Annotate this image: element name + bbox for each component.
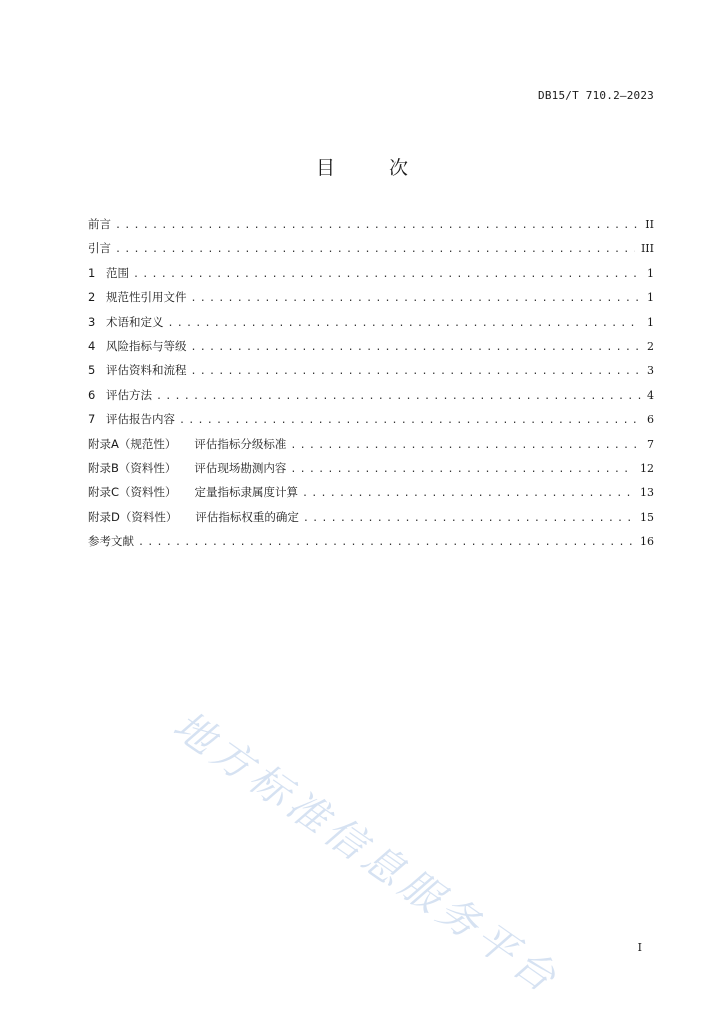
- toc-entry[interactable]: [88, 509, 654, 533]
- toc-label: 参考文献: [88, 534, 134, 549]
- leader-dots: [290, 440, 641, 454]
- toc-label: 范围: [106, 265, 129, 280]
- toc-appendix-prefix: 附录C（资料性）: [88, 485, 177, 500]
- leader-dots: [191, 366, 642, 380]
- toc-entry[interactable]: [88, 240, 654, 264]
- leader-dots: [303, 513, 634, 527]
- toc-page-number: 15: [640, 510, 654, 524]
- toc-page-number: 4: [647, 388, 654, 402]
- title-char-2: 次: [389, 157, 409, 179]
- toc-entry[interactable]: [88, 533, 654, 557]
- toc-entry[interactable]: [88, 460, 654, 484]
- toc-page-number: II: [645, 218, 654, 231]
- toc-label: 规范性引用文件: [106, 290, 187, 305]
- toc-label: 评估资料和流程: [106, 363, 187, 378]
- toc-entry[interactable]: [88, 362, 654, 386]
- toc-label: 评估现场勘测内容: [194, 460, 287, 475]
- toc-page-number: 12: [640, 461, 654, 475]
- toc-section-number: 6: [88, 387, 96, 402]
- leader-dots: [191, 342, 642, 356]
- toc-page-number: 13: [640, 486, 654, 500]
- toc-page-number: 16: [640, 535, 654, 549]
- toc-entry[interactable]: [88, 436, 654, 460]
- toc-section-number: 4: [88, 338, 96, 353]
- toc-page-number: 3: [647, 364, 654, 378]
- toc-label: 风险指标与等级: [106, 338, 187, 353]
- leader-dots: [191, 293, 642, 307]
- toc-label: 定量指标隶属度计算: [194, 485, 299, 500]
- toc-page-number: 2: [647, 339, 654, 353]
- toc-section-number: 2: [88, 290, 96, 305]
- leader-dots: [133, 269, 641, 283]
- toc-entry[interactable]: [88, 411, 654, 435]
- footer-page-number: I: [637, 941, 642, 954]
- toc-page-number: 6: [647, 413, 654, 427]
- leader-dots: [168, 318, 642, 332]
- leader-dots: [115, 220, 639, 234]
- leader-dots: [302, 488, 634, 502]
- toc-page-number: 1: [647, 266, 654, 280]
- leader-dots: [138, 537, 634, 551]
- toc-label: 术语和定义: [106, 314, 164, 329]
- title-char-1: 目: [315, 157, 335, 179]
- page-title: [0, 153, 724, 180]
- toc-label: 评估报告内容: [106, 412, 175, 427]
- toc-entry[interactable]: [88, 265, 654, 289]
- toc-page-number: 7: [647, 437, 654, 451]
- toc-section-number: 7: [88, 412, 96, 427]
- toc-entry[interactable]: [88, 338, 654, 362]
- toc-entry[interactable]: [88, 314, 654, 338]
- toc-appendix-prefix: 附录B（资料性）: [88, 460, 177, 475]
- toc-label: 评估指标权重的确定: [195, 509, 299, 524]
- watermark: 地方标准信息服务平台: [164, 702, 568, 1005]
- leader-dots: [115, 244, 635, 258]
- toc-section-number: 1: [88, 265, 96, 280]
- leader-dots: [156, 391, 641, 405]
- toc-entry[interactable]: [88, 216, 654, 240]
- toc-entry[interactable]: [88, 387, 654, 411]
- toc-appendix-prefix: 附录A（规范性）: [88, 436, 177, 451]
- toc-page-number: III: [640, 242, 654, 256]
- toc-label: 评估方法: [106, 387, 152, 402]
- leader-dots: [179, 415, 641, 429]
- toc-section-number: 5: [88, 363, 96, 378]
- toc-page-number: 1: [647, 315, 654, 329]
- toc-label: 引言: [88, 241, 111, 256]
- toc-page-number: 1: [647, 291, 654, 305]
- toc-entry[interactable]: [88, 289, 654, 313]
- toc-label: 评估指标分级标准: [194, 436, 287, 451]
- toc-label: 前言: [88, 217, 111, 231]
- leader-dots: [290, 464, 634, 478]
- table-of-contents: [88, 216, 654, 557]
- toc-section-number: 3: [88, 314, 96, 329]
- document-code: DB15/T 710.2—2023: [538, 89, 654, 102]
- toc-appendix-prefix: 附录D（资料性）: [88, 509, 178, 524]
- toc-entry[interactable]: [88, 484, 654, 508]
